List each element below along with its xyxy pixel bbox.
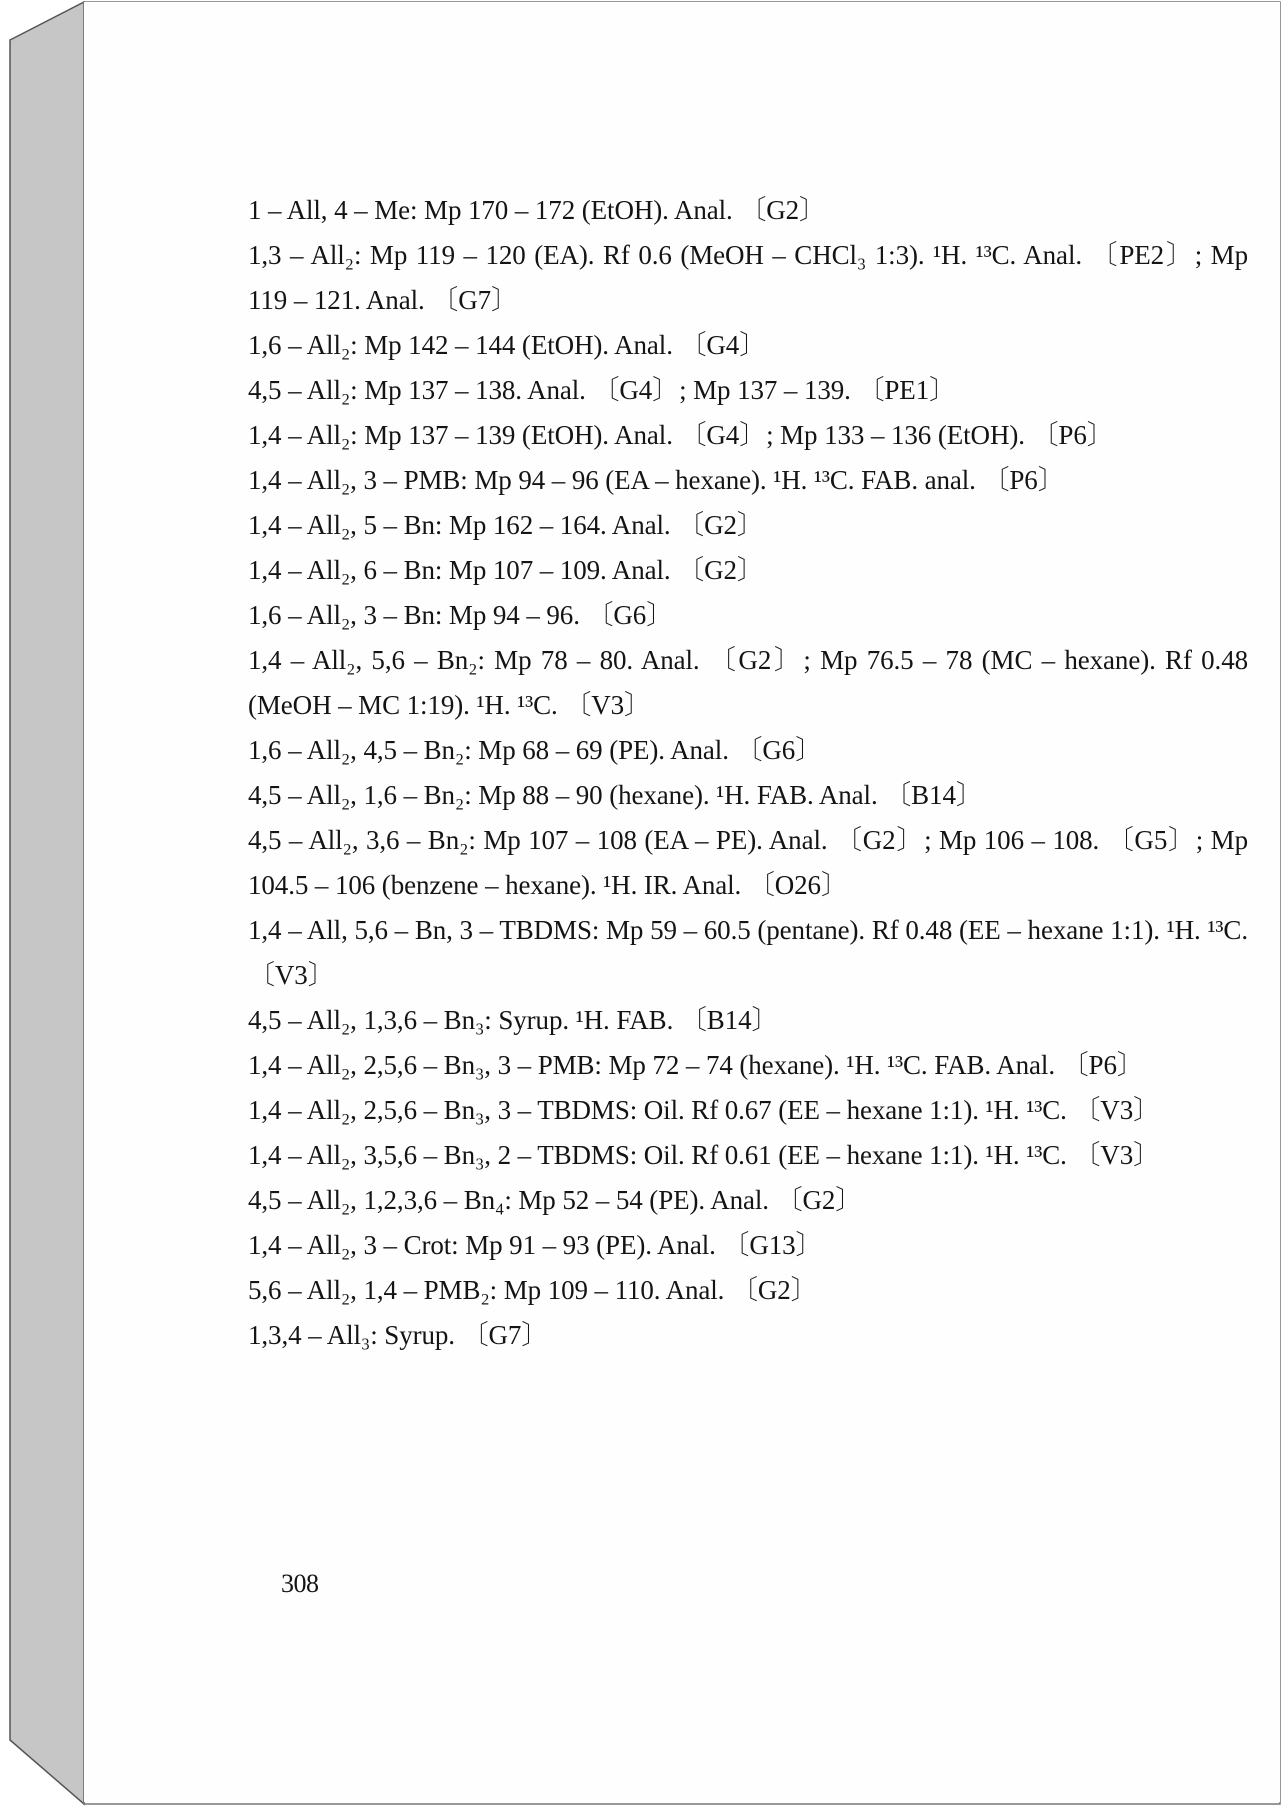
list-item: 5,6 – All₂, 1,4 – PMB₂: Mp 109 – 110. Anal. 〔G2〕 bbox=[248, 1275, 818, 1305]
list-item: 4,5 – All₂, 1,2,3,6 – Bn₄: Mp 52 – 54 (PE). Anal. 〔G2〕 bbox=[248, 1185, 863, 1215]
list-item: 1,6 – All₂, 4,5 – Bn₂: Mp 68 – 69 (PE). Anal. 〔G6〕 bbox=[248, 735, 823, 765]
list-item: 1,3 – All₂: Mp 119 – 120 (EA). Rf 0.6 (MeOH – CHCl₃ 1:3). ¹H. ¹³C. Anal. 〔PE2〕; Mp 119 – 121. Anal. 〔G7〕 bbox=[248, 240, 1248, 315]
list-item: 1,4 – All₂: Mp 137 – 139 (EtOH). Anal. 〔G4〕; Mp 133 – 136 (EtOH). 〔P6〕 bbox=[248, 420, 1114, 450]
list-item: 1 – All, 4 – Me: Mp 170 – 172 (EtOH). Anal. 〔G2〕 bbox=[248, 195, 826, 225]
list-item: 4,5 – All₂, 1,3,6 – Bn₃: Syrup. ¹H. FAB. 〔B14〕 bbox=[248, 1005, 779, 1035]
list-item: 1,6 – All₂, 3 – Bn: Mp 94 – 96. 〔G6〕 bbox=[248, 600, 674, 630]
book-page bbox=[84, 2, 1280, 1802]
list-item: 1,3,4 – All₃: Syrup. 〔G7〕 bbox=[248, 1320, 549, 1350]
list-item: 1,4 – All₂, 6 – Bn: Mp 107 – 109. Anal. 〔G2〕 bbox=[248, 555, 764, 585]
list-item: 4,5 – All₂, 3,6 – Bn₂: Mp 107 – 108 (EA – PE). Anal. 〔G2〕; Mp 106 – 108. 〔G5〕; Mp 104.5 – 106 (benzene – hexane). ¹H. IR. Anal. 〔O26〕 bbox=[248, 825, 1248, 900]
list-item: 1,4 – All₂, 3 – Crot: Mp 91 – 93 (PE). Anal. 〔G13〕 bbox=[248, 1230, 823, 1260]
page-number: 308 bbox=[281, 1569, 319, 1598]
list-item: 1,4 – All₂, 3,5,6 – Bn₃, 2 – TBDMS: Oil. Rf 0.61 (EE – hexane 1:1). ¹H. ¹³C. 〔V3〕 bbox=[248, 1140, 1160, 1170]
list-item: 1,4 – All₂, 2,5,6 – Bn₃, 3 – TBDMS: Oil. Rf 0.67 (EE – hexane 1:1). ¹H. ¹³C. 〔V3〕 bbox=[248, 1095, 1160, 1125]
list-item: 1,4 – All₂, 3 – PMB: Mp 94 – 96 (EA – hexane). ¹H. ¹³C. FAB. anal. 〔P6〕 bbox=[248, 465, 1065, 495]
list-item: 1,6 – All₂: Mp 142 – 144 (EtOH). Anal. 〔G4〕 bbox=[248, 330, 767, 360]
list-item: 4,5 – All₂, 1,6 – Bn₂: Mp 88 – 90 (hexane). ¹H. FAB. Anal. 〔B14〕 bbox=[248, 780, 983, 810]
list-item: 1,4 – All₂, 5,6 – Bn₂: Mp 78 – 80. Anal. 〔G2〕; Mp 76.5 – 78 (MC – hexane). Rf 0.48 (MeOH – MC 1:19). ¹H. ¹³C. 〔V3〕 bbox=[248, 645, 1248, 720]
entry-list bbox=[248, 188, 1248, 1358]
list-item: 1,4 – All, 5,6 – Bn, 3 – TBDMS: Mp 59 – 60.5 (pentane). Rf 0.48 (EE – hexane 1:1). ¹H. ¹³C. 〔V3〕 bbox=[248, 915, 1248, 990]
list-item: 1,4 – All₂, 2,5,6 – Bn₃, 3 – PMB: Mp 72 – 74 (hexane). ¹H. ¹³C. FAB. Anal. 〔P6〕 bbox=[248, 1050, 1144, 1080]
list-item: 1,4 – All₂, 5 – Bn: Mp 162 – 164. Anal. 〔G2〕 bbox=[248, 510, 764, 540]
list-item: 4,5 – All₂: Mp 137 – 138. Anal. 〔G4〕; Mp 137 – 139. 〔PE1〕 bbox=[248, 375, 956, 405]
